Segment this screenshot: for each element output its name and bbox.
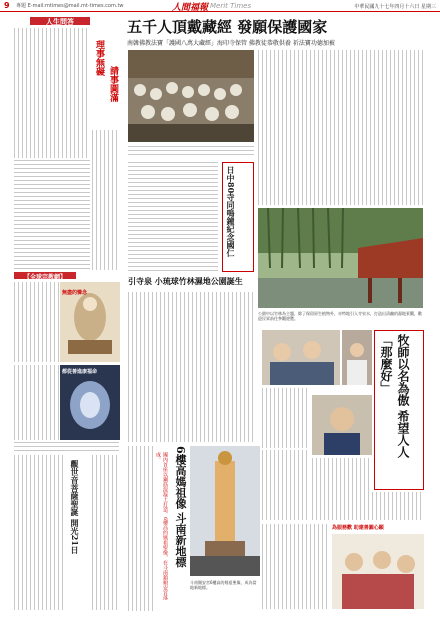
- service-photo: [332, 534, 424, 609]
- bamboo-park-caption: 公園中以竹林為主題，除了保留原生植物外，亦特地引入寺泉水，打造出清幽的濕地景觀，歡迎民眾前往參觀遊覽。: [258, 311, 422, 321]
- newspaper-logo[interactable]: 人間福報: [172, 3, 209, 13]
- service-body-text: [262, 524, 330, 609]
- qa-headline-1: 理事無礙: [94, 40, 104, 76]
- festival-body-text: [14, 455, 64, 610]
- festival-headline: 觀世音菩薩聖誕 開光21日: [70, 460, 80, 554]
- main-body-text: [258, 50, 423, 205]
- mazu-caption: 斗南順安宮6樓高的媽祖聖像，成為當地新地標。: [190, 580, 257, 590]
- page-number: 9: [4, 1, 10, 10]
- main-subheadline: 南韓佛教法寶「護國八萬大藏經」海印寺保管 佛教徒恭敬供養 祈法寶功德加被: [127, 40, 335, 47]
- issue-date: 中華民國九十七年四月十六日 星期三: [354, 4, 436, 10]
- section-tag-qa: 人生問答: [30, 17, 90, 25]
- mazu-body-text: [128, 446, 154, 611]
- qa-headline-2: 請事圓滿: [108, 66, 118, 102]
- newspaper-logo-sub: Merit Times: [210, 2, 252, 10]
- pastor-portrait: [312, 395, 372, 455]
- global-body-text-2: [14, 365, 59, 440]
- section-tag-global: 【全球宗教網】: [14, 272, 76, 279]
- mazu-statue-photo: [190, 446, 260, 576]
- figure-1-title: 無盡的憐念: [62, 290, 88, 296]
- pastor-body-text: [262, 388, 310, 448]
- pastor-body-text-2: [262, 450, 310, 520]
- main-headline: 五千人頂戴藏經 發願保護國家: [127, 18, 328, 36]
- festival-body-text-2: [92, 455, 120, 610]
- service-caption: 為服務歡 助建善圓心願: [332, 525, 384, 531]
- header-rule: [0, 0, 440, 12]
- sidebar-body-text: [128, 162, 218, 272]
- mazu-headline: 6樓高媽祖像 斗南新地標: [174, 446, 187, 568]
- sidebar-box: [222, 162, 254, 272]
- forest-headline: 引寺泉 小琉球竹林濕地公園誕生: [128, 276, 243, 286]
- pastor-body-text-4: [372, 492, 424, 520]
- page-label: 專題 E-mail:mtimes@mail.mt-times.com.tw: [16, 3, 124, 9]
- pastor-headline: 牧師以名為傲 希望人人「那麼好」: [379, 334, 410, 459]
- main-photo-caption-text: [128, 146, 254, 158]
- mazu-subheadline: 國內首座以鋼筋混凝土打造、6樓高的媽祖聖像，在斗南鎮順安宮落成。: [155, 452, 168, 601]
- rule-section: [14, 442, 119, 452]
- qa-body-text-2: [92, 130, 120, 270]
- pastor-photo-2: [342, 330, 372, 385]
- pastor-headline-box: [374, 330, 424, 490]
- qa-body-text: [14, 28, 90, 158]
- contact-email[interactable]: E-mail:mtimes@mail.mt-times.com.tw: [27, 3, 124, 9]
- bamboo-park-photo: [258, 208, 423, 308]
- figure-crystal-image: [60, 365, 120, 440]
- pastor-body-text-3: [312, 458, 372, 520]
- global-body-text: [14, 282, 59, 362]
- sidebar-headline: 日中80寺同鳴鐘紀念國仁: [226, 166, 236, 258]
- qa-body-text-3: [14, 160, 90, 270]
- main-photo-ceremony: [128, 50, 254, 142]
- figure-2-title: 都從善進康福命: [62, 369, 98, 375]
- pastor-photo-1: [262, 330, 340, 385]
- forest-body-text: [128, 292, 254, 442]
